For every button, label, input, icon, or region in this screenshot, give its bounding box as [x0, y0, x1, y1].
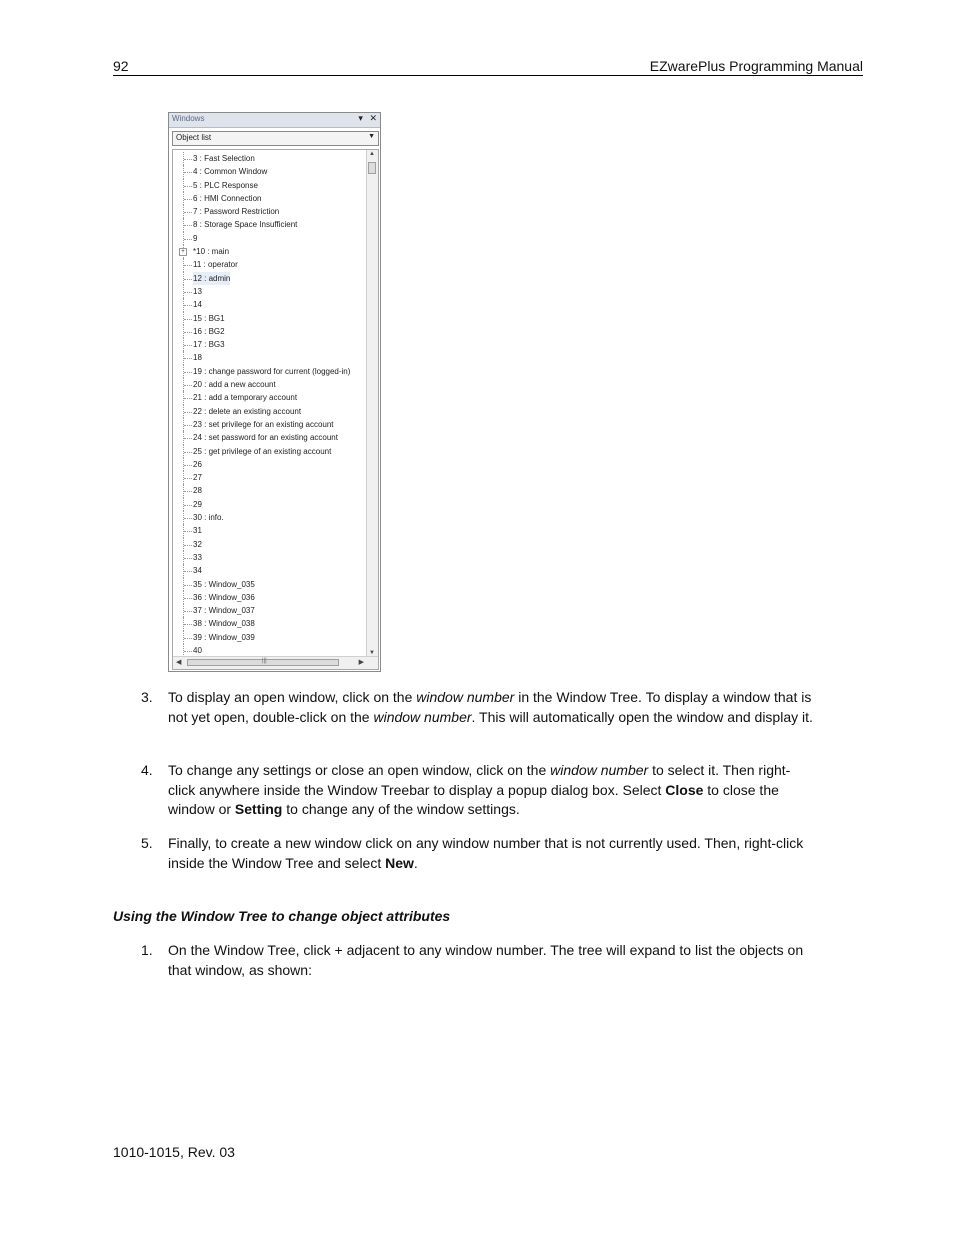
tree-branch	[184, 545, 192, 546]
tree-item-label: 12 : admin	[193, 273, 231, 283]
tree-branch	[184, 651, 192, 652]
tree-item[interactable]	[173, 418, 368, 431]
tree-item[interactable]	[173, 617, 368, 630]
tree-branch	[184, 292, 192, 293]
tree-item[interactable]	[173, 365, 368, 378]
tree-item-label: 7 : Password Restriction	[193, 207, 280, 217]
tree-item-label: 24 : set password for an existing account	[193, 433, 338, 443]
tree-branch	[184, 372, 192, 373]
step-number: 4.	[141, 762, 153, 778]
page-number: 92	[113, 58, 129, 74]
footer-doc-id: 1010-1015, Rev. 03	[113, 1144, 235, 1160]
scroll-thumb[interactable]	[368, 162, 376, 174]
section-heading: Using the Window Tree to change object attributes	[113, 908, 451, 924]
tree-item[interactable]	[173, 511, 368, 524]
tree-item[interactable]	[173, 551, 368, 564]
tree-item[interactable]	[173, 498, 368, 511]
vertical-scrollbar[interactable]	[366, 150, 378, 657]
tree-item-label: 28	[193, 486, 202, 496]
tree-branch	[184, 279, 192, 280]
tree-item-label: 4 : Common Window	[193, 167, 268, 177]
tree-branch	[184, 531, 192, 532]
text-run: To change any settings or close an open window, click on the	[168, 762, 551, 778]
tree-item-label: 19 : change password for current (logged-in)	[193, 366, 351, 376]
tree-item[interactable]	[173, 285, 368, 298]
dropdown-value: Object list	[176, 133, 212, 142]
tree-branch	[184, 265, 192, 266]
tree-branch	[184, 239, 192, 240]
tree-item-label: 16 : BG2	[193, 326, 225, 336]
tree-item-label: 26	[193, 459, 202, 469]
text-run: to close the window or	[168, 781, 779, 817]
tree-branch	[184, 159, 192, 160]
tree-item[interactable]	[173, 578, 368, 591]
tree-branch	[184, 558, 192, 559]
panel-title: Windows	[172, 114, 205, 123]
step-text	[168, 688, 813, 727]
tree-item[interactable]	[173, 325, 368, 338]
tree-branch	[184, 638, 192, 639]
tree-item[interactable]	[173, 484, 368, 497]
tree-branch	[184, 611, 192, 612]
tree-item-label: 33	[193, 552, 202, 562]
tree-item[interactable]	[173, 272, 368, 285]
tree-item-label: 31	[193, 526, 202, 536]
close-icon[interactable]: ✕	[369, 113, 377, 123]
tree-item-label: 5 : PLC Response	[193, 180, 258, 190]
tree-branch	[184, 398, 192, 399]
tree-item-label: 39 : Window_039	[193, 632, 255, 642]
tree-branch	[184, 452, 192, 453]
tree-branch	[184, 172, 192, 173]
page-header	[113, 57, 863, 76]
manual-title: EZwarePlus Programming Manual	[649, 58, 863, 74]
tree-item-label: 14	[193, 300, 202, 310]
tree-item[interactable]	[173, 445, 368, 458]
tree-item[interactable]	[173, 604, 368, 617]
tree-item[interactable]	[173, 378, 368, 391]
window-tree[interactable]	[172, 149, 379, 670]
text-run: window number	[373, 708, 472, 725]
tree-branch	[184, 345, 192, 346]
text-run: . This will automatically open the window and display it.	[471, 708, 813, 725]
tree-item[interactable]	[173, 192, 368, 205]
tree-branch	[184, 491, 192, 492]
tree-item-label: 34	[193, 566, 202, 576]
tree-item-label: 6 : HMI Connection	[193, 193, 262, 203]
tree-branch	[184, 319, 192, 320]
tree-item-label: 11 : operator	[193, 260, 238, 270]
text-run: to select it. Then right-click anywhere inside the Window Treebar to display a popup dialog box. Select	[168, 762, 791, 798]
text-run: .	[413, 854, 418, 871]
tree-item[interactable]	[173, 179, 368, 192]
tree-item[interactable]	[173, 631, 368, 644]
tree-branch	[184, 624, 192, 625]
tree-item-label: 15 : BG1	[193, 313, 225, 323]
chevron-down-icon[interactable]: ▼	[368, 133, 375, 140]
text-run: On the Window Tree, click + adjacent to any window number. The tree will expand to list the objects on that window, as shown:	[168, 942, 804, 978]
tree-branch	[184, 505, 192, 506]
tree-item-label: 25 : get privilege of an existing account	[193, 446, 332, 456]
step-number: 3.	[141, 689, 153, 705]
tree-item[interactable]	[173, 458, 368, 471]
tree-item-label: 3 : Fast Selection	[193, 154, 255, 163]
tree-branch	[184, 332, 192, 333]
text-run: New	[385, 854, 414, 871]
expand-icon[interactable]: +	[179, 248, 187, 256]
tree-item-label: 37 : Window_037	[193, 606, 255, 616]
tree-branch	[184, 518, 192, 519]
tree-item[interactable]	[173, 471, 368, 484]
tree-item-label: 35 : Window_035	[193, 579, 255, 589]
tree-item[interactable]	[173, 218, 368, 231]
tree-item[interactable]	[173, 405, 368, 418]
tree-branch	[184, 186, 192, 187]
tree-item[interactable]	[173, 524, 368, 537]
step-text	[168, 941, 813, 980]
tree-item-label: 23 : set privilege for an existing account	[193, 419, 334, 429]
tree-item[interactable]	[173, 298, 368, 311]
scroll-left-icon[interactable]: ◀	[176, 659, 182, 666]
scroll-down-icon[interactable]: ▼	[369, 650, 375, 656]
tree-item-label: 13	[193, 286, 202, 296]
tree-branch	[184, 212, 192, 213]
tree-item-label: 30 : info.	[193, 513, 224, 523]
tree-item-label: 40	[193, 645, 202, 655]
tree-branch	[184, 412, 192, 413]
tree-item-label: 21 : add a temporary account	[193, 393, 298, 403]
tree-item[interactable]	[173, 391, 368, 404]
tree-item-label: 29	[193, 499, 202, 509]
tree-item-label: 36 : Window_036	[193, 592, 255, 602]
windows-tree-panel	[168, 112, 381, 672]
scroll-right-icon[interactable]: ▶	[358, 659, 364, 666]
text-run: window number	[416, 689, 515, 705]
tree-item-label: 38 : Window_038	[193, 619, 255, 629]
tree-item-label: 18	[193, 353, 202, 363]
tree-item-label: 32	[193, 539, 202, 549]
tree-item-label: 9	[193, 233, 198, 243]
tree-branch	[184, 478, 192, 479]
tree-item-label: 27	[193, 473, 202, 483]
scroll-up-icon[interactable]: ▲	[369, 151, 375, 157]
step-text	[168, 761, 813, 820]
tree-item[interactable]	[173, 431, 368, 444]
tree-item-label: 20 : add a new account	[193, 380, 276, 390]
text-run: Close	[665, 781, 704, 798]
tree-branch	[184, 199, 192, 200]
step-text	[168, 834, 813, 873]
step-number: 1.	[141, 942, 153, 958]
tree-branch	[184, 585, 192, 586]
object-list-dropdown[interactable]	[172, 131, 379, 146]
text-run: Finally, to create a new window click on any window number that is not currently used. Then, right-click inside the Window Tree and select	[168, 835, 804, 871]
tree-item[interactable]	[173, 564, 368, 577]
text-run: in the Window Tree. To display a window that is not yet open, double-click on the	[168, 689, 812, 725]
text-run: To display an open window, click on the	[168, 689, 417, 705]
hscroll-thumb[interactable]: |||	[187, 659, 339, 666]
tree-item[interactable]	[173, 351, 368, 364]
tree-item[interactable]	[173, 312, 368, 325]
tree-branch	[184, 465, 192, 466]
text-run: Setting	[234, 801, 283, 817]
step-number: 5.	[141, 835, 153, 851]
tree-branch	[184, 438, 192, 439]
tree-branch	[184, 385, 192, 386]
tree-branch	[184, 305, 192, 306]
tree-item-label: *10 : main	[193, 247, 230, 257]
panel-titlebar	[169, 113, 380, 128]
tree-item[interactable]	[173, 258, 368, 271]
window-tree-list	[173, 152, 368, 657]
tree-item-label: 8 : Storage Space Insufficient	[193, 220, 298, 230]
tree-item-label: 17 : BG3	[193, 340, 225, 350]
tree-branch	[184, 225, 192, 226]
tree-item[interactable]	[173, 232, 368, 245]
pin-down-icon[interactable]: ▾	[358, 113, 363, 123]
tree-item-label: 22 : delete an existing account	[193, 406, 302, 416]
horizontal-scrollbar[interactable]	[173, 656, 378, 669]
tree-item[interactable]	[173, 152, 368, 165]
tree-branch	[184, 358, 192, 359]
tree-item[interactable]	[173, 538, 368, 551]
text-run: to change any of the window settings.	[282, 801, 520, 817]
tree-item[interactable]	[173, 591, 368, 604]
tree-branch	[184, 425, 192, 426]
tree-item[interactable]	[173, 205, 368, 218]
tree-branch	[184, 571, 192, 572]
tree-item[interactable]	[173, 338, 368, 351]
tree-item[interactable]	[173, 165, 368, 178]
text-run: window number	[550, 762, 649, 778]
tree-item[interactable]	[173, 245, 368, 258]
tree-branch	[184, 598, 192, 599]
